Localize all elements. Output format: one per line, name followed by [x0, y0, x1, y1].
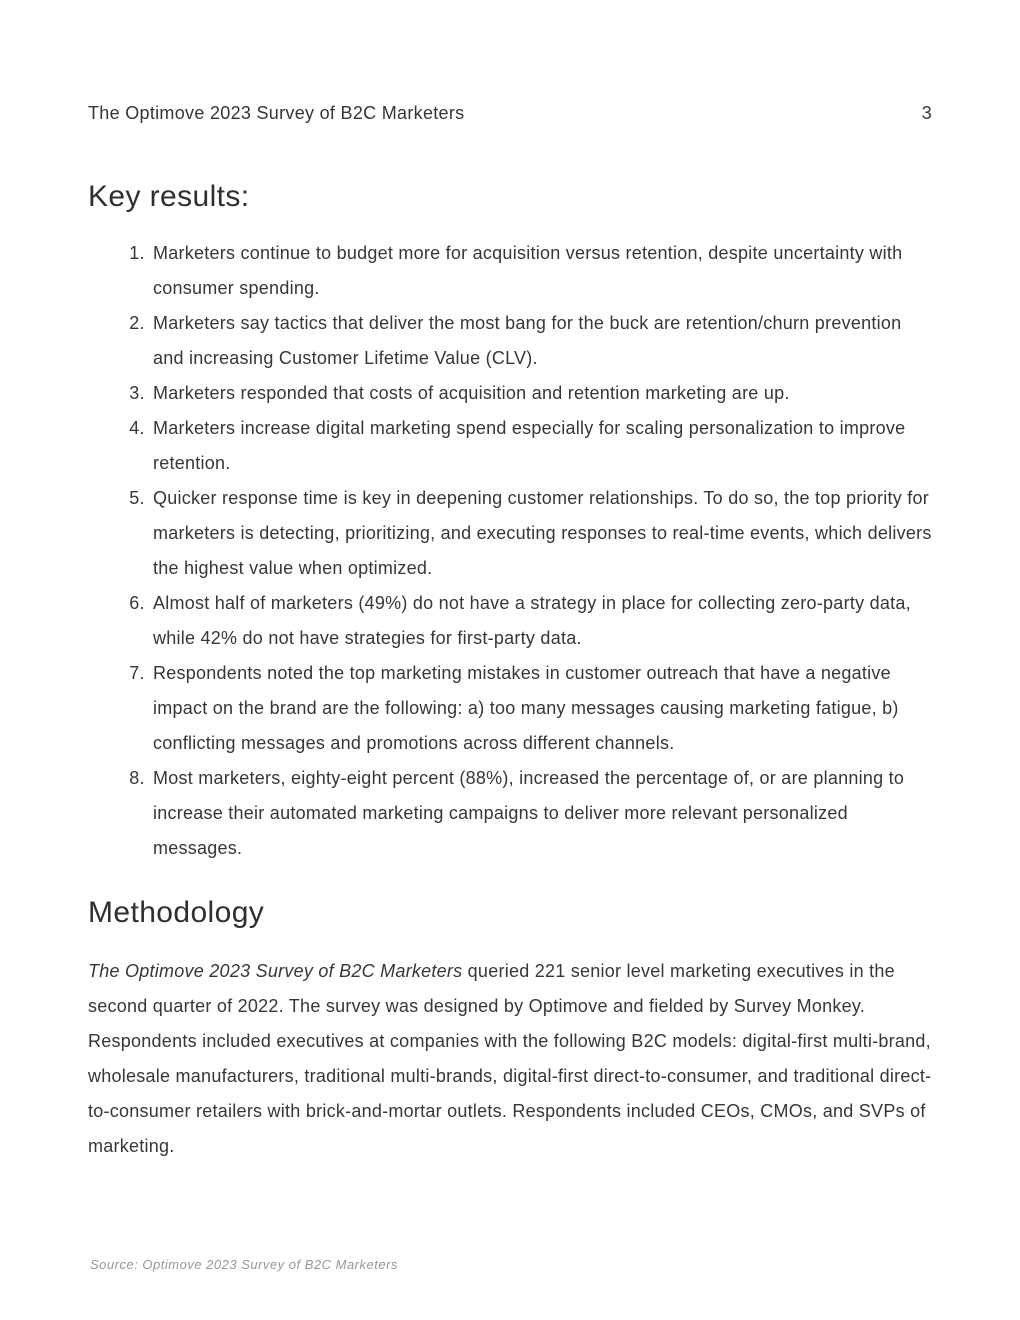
key-result-item-1: 1. Marketers continue to budget more for acquisition versus retention, despite uncertainty with consumer spending.	[150, 236, 932, 306]
methodology-body-text: queried 221 senior level marketing executives in the second quarter of 2022. The survey was designed by Optimove and fielded by Survey Monkey. Respondents included executives at companies with the following B2C models: digital-first multi-brand, wholesale manufacturers, traditional multi-brands, digital-first direct-to-consumer, and traditional direct-to-consumer retailers with brick-and-mortar outlets. Respondents included CEOs, CMOs, and SVPs of marketing.	[88, 961, 932, 1156]
key-result-item-6: 6. Almost half of marketers (49%) do not have a strategy in place for collecting zero-party data, while 42% do not have strategies for first-party data.	[150, 586, 932, 656]
running-title: The Optimove 2023 Survey of B2C Marketers	[88, 103, 465, 123]
page-number: 3	[921, 103, 932, 123]
survey-title-italic: The Optimove 2023 Survey of B2C Marketers	[88, 961, 463, 981]
key-result-item-7: 7. Respondents noted the top marketing mistakes in customer outreach that have a negative impact on the brand are the following: a) too many messages causing marketing fatigue, b) conflicting messages and promotions across different channels.	[150, 656, 932, 761]
key-result-item-3: 3. Marketers responded that costs of acquisition and retention marketing are up.	[150, 376, 932, 411]
key-result-item-2: 2. Marketers say tactics that deliver the most bang for the buck are retention/churn prevention and increasing Customer Lifetime Value (CLV).	[150, 306, 932, 376]
key-result-item-5: 5. Quicker response time is key in deepening customer relationships. To do so, the top priority for marketers is detecting, prioritizing, and executing responses to real-time events, which delivers the highest value when optimized.	[150, 481, 932, 586]
key-result-item-8: 8. Most marketers, eighty-eight percent (88%), increased the percentage of, or are planning to increase their automated marketing campaigns to deliver more relevant personalized messages.	[150, 761, 932, 866]
key-results-list	[88, 236, 932, 866]
methodology-heading: Methodology	[88, 896, 265, 929]
methodology-paragraph	[88, 954, 932, 1164]
source-note: Source: Optimove 2023 Survey of B2C Marketers	[90, 1257, 398, 1272]
key-results-heading: Key results:	[88, 180, 250, 213]
page-header	[88, 103, 932, 124]
key-result-item-4: 4. Marketers increase digital marketing spend especially for scaling personalization to improve retention.	[150, 411, 932, 481]
